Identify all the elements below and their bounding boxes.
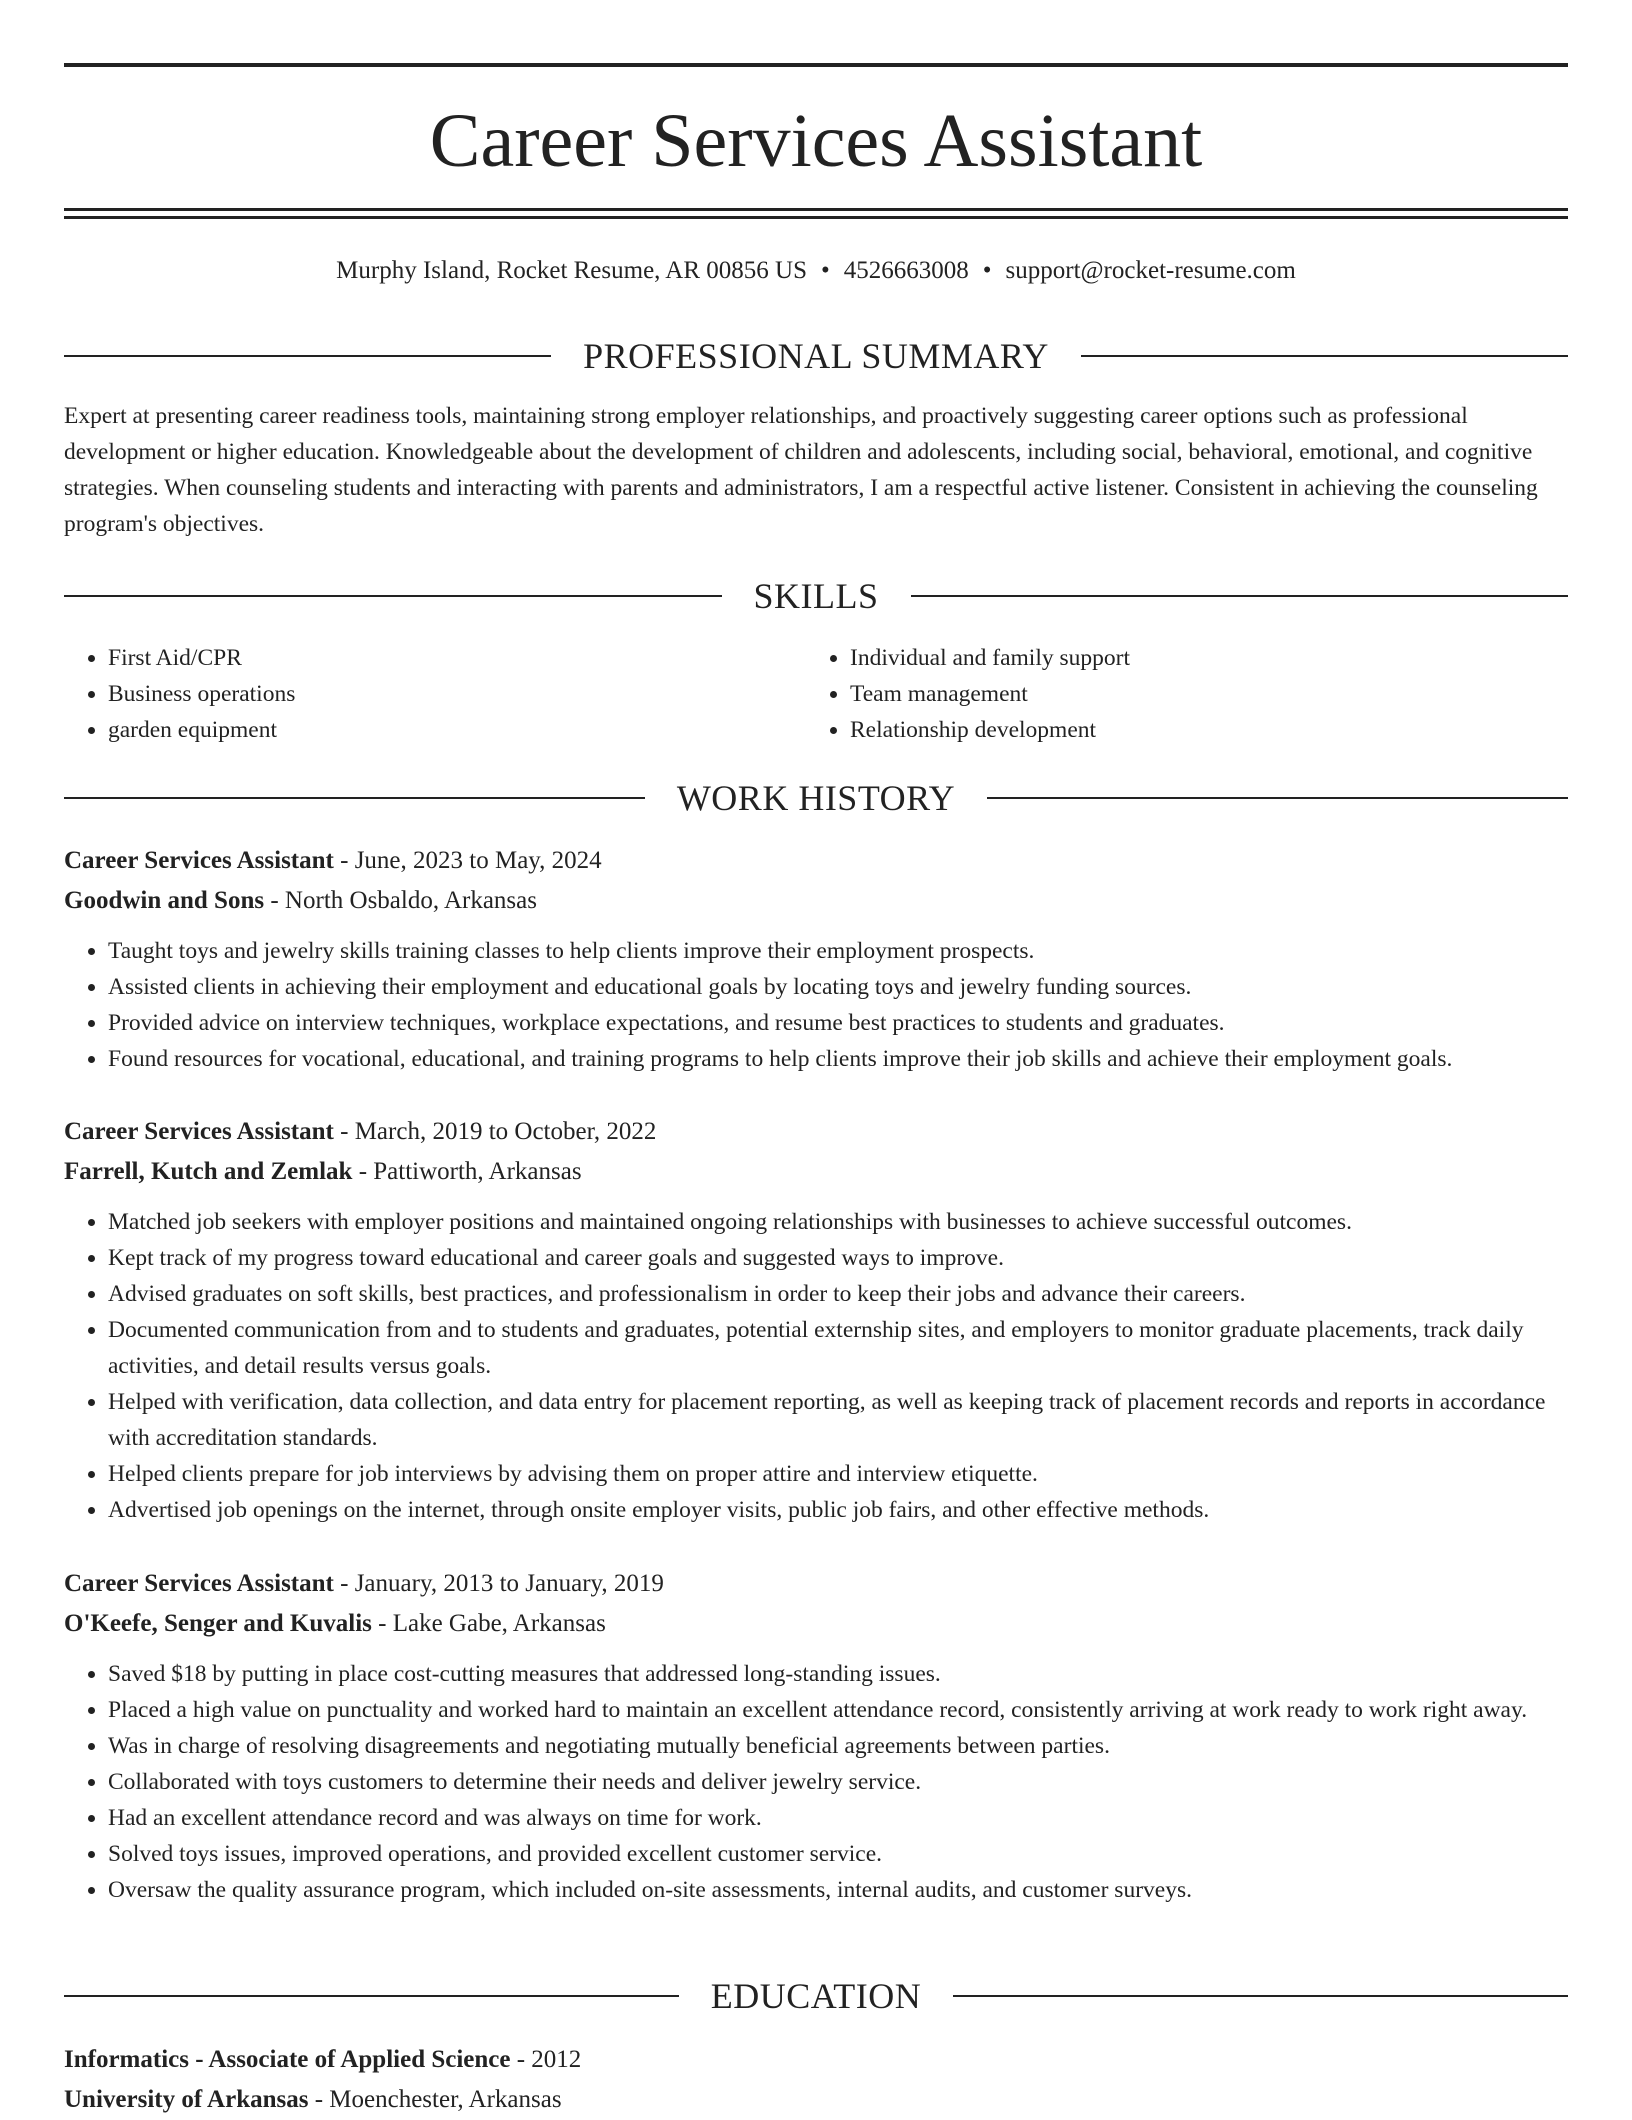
job-bullet: • Provided advice on interview techniques, workplace expectations, and resume best practices to students and graduates.	[108, 1005, 1568, 1041]
job-company: Goodwin and Sons	[64, 887, 265, 914]
contact-separator: •	[821, 257, 830, 284]
job-bullet: • Saved $18 by putting in place cost-cutting measures that addressed long-standing issues.	[108, 1656, 1568, 1692]
job-bullet: • Taught toys and jewelry skills training classes to help clients improve their employment prospects.	[108, 933, 1568, 969]
section-heading-summary	[64, 336, 1568, 376]
skill-item: • Relationship development	[850, 712, 1486, 748]
job-company-line	[64, 1152, 1568, 1192]
job-bullet: • Found resources for vocational, educational, and training programs to help clients improve their job skills and achieve their employment goals.	[108, 1041, 1568, 1077]
job-title-line	[64, 841, 1568, 881]
heading-rule	[911, 595, 1569, 597]
job-bullet: • Solved toys issues, improved operations, and provided excellent customer service.	[108, 1836, 1568, 1872]
heading-rule	[1081, 355, 1568, 357]
heading-rule	[64, 355, 551, 357]
skill-item: • garden equipment	[108, 712, 744, 748]
education-degree-line	[64, 2040, 1568, 2080]
heading-rule	[64, 797, 645, 799]
job-bullets	[64, 1656, 1568, 1908]
job-location: - Lake Gabe, Arkansas	[371, 1610, 606, 1637]
job-bullet: • Kept track of my progress toward educational and career goals and suggested ways to improve.	[108, 1240, 1568, 1276]
section-heading-label: PROFESSIONAL SUMMARY	[583, 336, 1049, 376]
section-heading-education	[64, 1976, 1568, 2016]
job-bullet: • Advertised job openings on the internet, through onsite employer visits, public job fairs, and other effective methods.	[108, 1492, 1568, 1528]
job-bullet: • Collaborated with toys customers to determine their needs and deliver jewelry service.	[108, 1764, 1568, 1800]
job-bullet: • Documented communication from and to students and graduates, potential externship sites, and employers to monitor graduate placements, track daily activities, and detail results versus goals.	[108, 1312, 1568, 1384]
job-title: Career Services Assistant	[64, 1570, 334, 1597]
job-bullet: • Had an excellent attendance record and was always on time for work.	[108, 1800, 1568, 1836]
contact-email: support@rocket-resume.com	[1005, 257, 1296, 284]
education-location: - Moenchester, Arkansas	[308, 2086, 562, 2113]
job-bullet: • Matched job seekers with employer positions and maintained ongoing relationships with businesses to achieve successful outcomes.	[108, 1204, 1568, 1240]
section-heading-work	[64, 778, 1568, 818]
skill-item: • Individual and family support	[850, 640, 1486, 676]
skill-item: • First Aid/CPR	[108, 640, 744, 676]
job-bullet: • Was in charge of resolving disagreements and negotiating mutually beneficial agreements between parties.	[108, 1728, 1568, 1764]
job-bullet: • Assisted clients in achieving their employment and educational goals by locating toys and jewelry funding sources.	[108, 969, 1568, 1005]
job-entry	[64, 1112, 1568, 1528]
heading-rule	[64, 1995, 679, 1997]
section-heading-label: SKILLS	[753, 576, 879, 616]
job-bullets	[64, 933, 1568, 1077]
job-dates: - June, 2023 to May, 2024	[333, 847, 602, 874]
header-bottom-rule-second	[64, 216, 1568, 219]
header-bottom-rule	[64, 208, 1568, 211]
job-title: Career Services Assistant	[64, 1118, 334, 1145]
contact-phone: 4526663008	[843, 257, 969, 284]
contact-line	[64, 254, 1568, 288]
job-title: Career Services Assistant	[64, 847, 334, 874]
job-bullet: • Placed a high value on punctuality and worked hard to maintain an excellent attendance record, consistently arriving at work ready to work right away.	[108, 1692, 1568, 1728]
skills-column-right	[806, 640, 1486, 748]
skill-item: • Team management	[850, 676, 1486, 712]
page-title: Career Services Assistant	[429, 99, 1203, 183]
job-bullet: • Oversaw the quality assurance program, which included on-site assessments, internal audits, and customer surveys.	[108, 1872, 1568, 1908]
contact-separator: •	[982, 257, 992, 284]
job-entry	[64, 841, 1568, 1077]
section-heading-label: WORK HISTORY	[676, 778, 956, 818]
skills-column-left	[64, 640, 744, 748]
education-year: - 2012	[510, 2046, 582, 2073]
job-bullets	[64, 1204, 1568, 1528]
heading-rule	[953, 1995, 1568, 1997]
header-top-rule	[64, 63, 1568, 67]
heading-rule	[987, 797, 1568, 799]
job-company: O'Keefe, Senger and Kuvalis	[64, 1610, 372, 1637]
job-bullet: • Helped with verification, data collection, and data entry for placement reporting, as well as keeping track of placement records and reports in accordance with accreditation standards.	[108, 1384, 1568, 1456]
section-heading-skills	[64, 576, 1568, 616]
education-school-line	[64, 2080, 1568, 2120]
job-company-line	[64, 1604, 1568, 1644]
job-bullet: • Helped clients prepare for job interviews by advising them on proper attire and interview etiquette.	[108, 1456, 1568, 1492]
job-dates: - March, 2019 to October, 2022	[333, 1118, 657, 1145]
job-bullet: • Advised graduates on soft skills, best practices, and professionalism in order to keep their jobs and advance their careers.	[108, 1276, 1568, 1312]
job-entry	[64, 1564, 1568, 1908]
summary-text: Expert at presenting career readiness tools, maintaining strong employer relationships, and proactively suggesting career options such as professional development or higher education. Knowledgeable about the development of children and adolescents, including social, behavioral, emotional, and cognitive strategies. When counseling students and interacting with parents and administrators, I am a respectful active listener. Consistent in achieving the counseling program's objectives.	[64, 403, 1538, 537]
skill-item: • Business operations	[108, 676, 744, 712]
job-company: Farrell, Kutch and Zemlak	[64, 1158, 353, 1185]
education-school: University of Arkansas	[64, 2086, 309, 2113]
job-company-line	[64, 881, 1568, 921]
section-heading-label: EDUCATION	[710, 1976, 922, 2016]
contact-address: Murphy Island, Rocket Resume, AR 00856 US	[336, 257, 807, 284]
job-title-line	[64, 1564, 1568, 1604]
job-title-line	[64, 1112, 1568, 1152]
education-degree: Informatics - Associate of Applied Science	[64, 2046, 511, 2073]
education-entry	[64, 2040, 1568, 2120]
job-location: - North Osbaldo, Arkansas	[264, 887, 537, 914]
job-dates: - January, 2013 to January, 2019	[333, 1570, 664, 1597]
job-location: - Pattiworth, Arkansas	[352, 1158, 582, 1185]
heading-rule	[64, 595, 722, 597]
